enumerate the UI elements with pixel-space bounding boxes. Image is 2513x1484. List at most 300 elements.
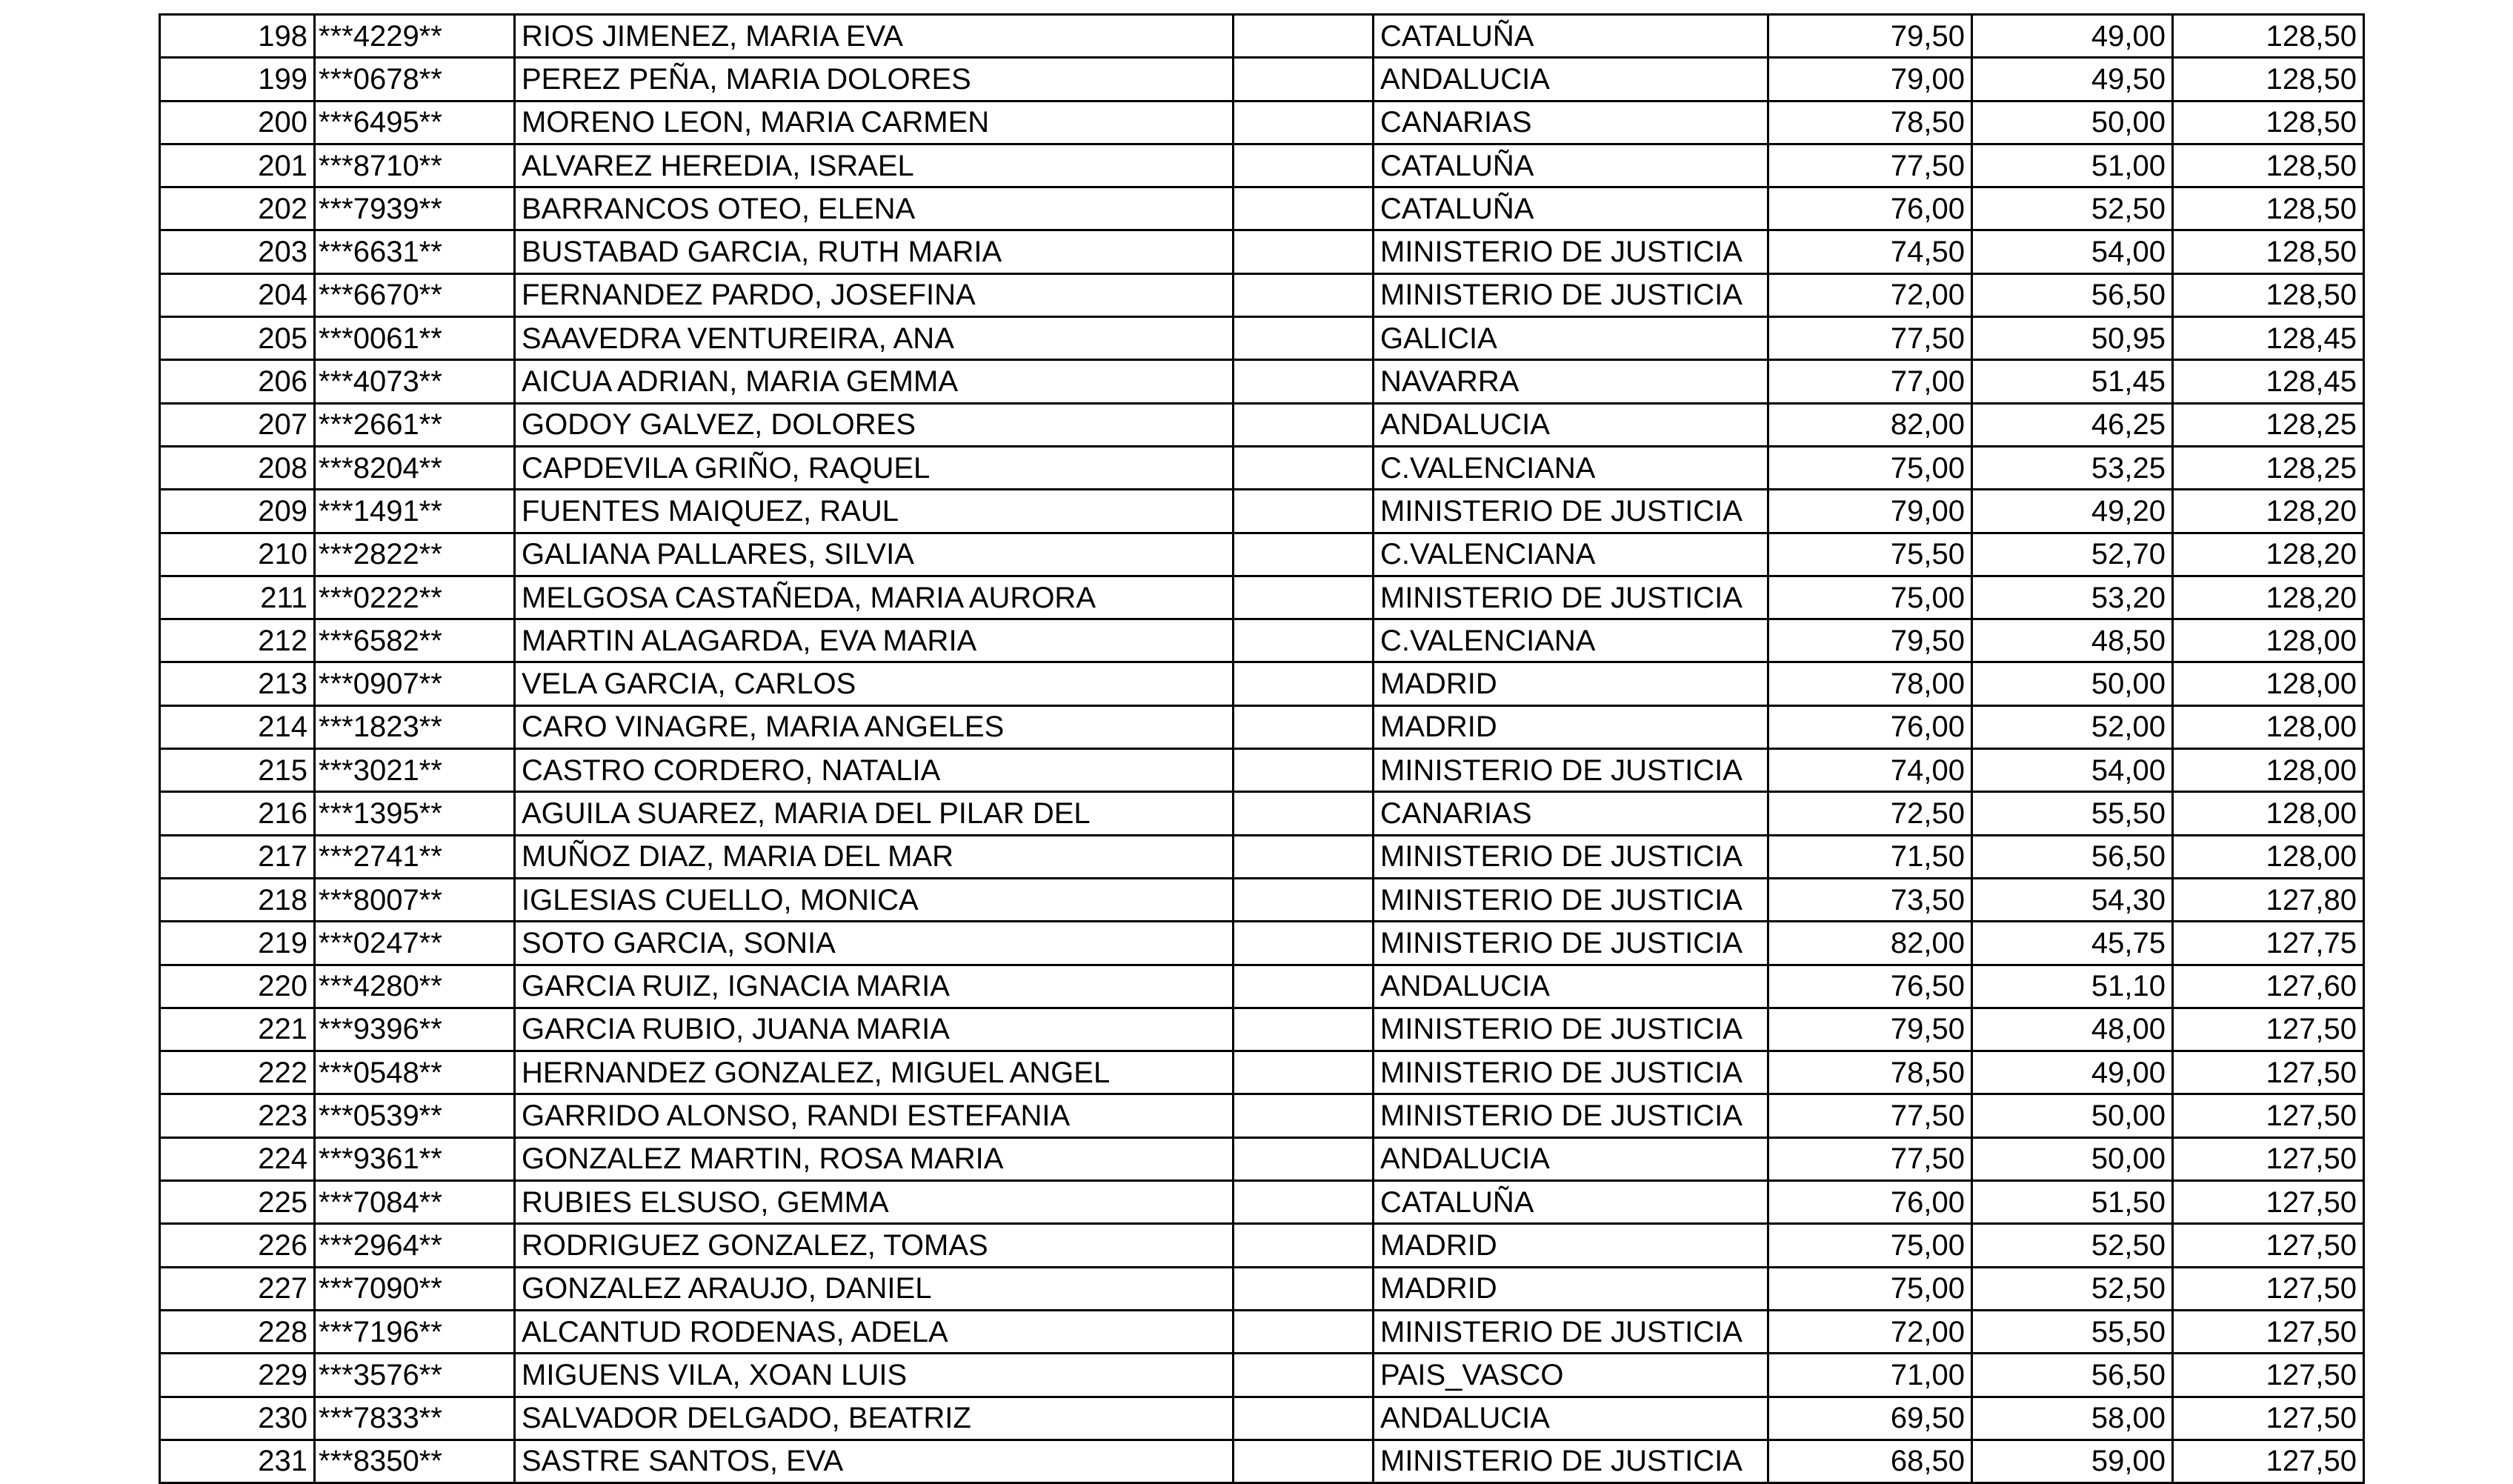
row-number-cell: 228: [160, 1310, 315, 1353]
score-1-cell: 74,50: [1768, 230, 1972, 273]
row-number-cell: 199: [160, 58, 315, 101]
score-1-cell: 73,50: [1768, 878, 1972, 921]
row-number-cell: 230: [160, 1397, 315, 1440]
total-score-cell: 128,25: [2173, 403, 2364, 446]
table-row: [160, 878, 2364, 921]
score-2-cell: 50,95: [1972, 317, 2173, 360]
table-row: [160, 1181, 2364, 1224]
total-score-cell: 128,20: [2173, 490, 2364, 533]
total-score-cell: 128,20: [2173, 533, 2364, 576]
total-score-cell: 127,75: [2173, 922, 2364, 965]
dni-cell: ***6631**: [315, 230, 515, 273]
score-2-cell: 56,50: [1972, 835, 2173, 878]
row-number-cell: 200: [160, 101, 315, 144]
empty-cell: [1234, 835, 1374, 878]
score-1-cell: 75,00: [1768, 446, 1972, 489]
empty-cell: [1234, 619, 1374, 662]
score-1-cell: 77,00: [1768, 360, 1972, 403]
dni-cell: ***9361**: [315, 1137, 515, 1180]
table-row: [160, 58, 2364, 101]
empty-cell: [1234, 705, 1374, 748]
administration-cell: MINISTERIO DE JUSTICIA: [1374, 1051, 1768, 1094]
score-1-cell: 79,50: [1768, 15, 1972, 58]
empty-cell: [1234, 922, 1374, 965]
row-number-cell: 221: [160, 1008, 315, 1051]
dni-cell: ***7084**: [315, 1181, 515, 1224]
administration-cell: MINISTERIO DE JUSTICIA: [1374, 273, 1768, 316]
score-1-cell: 78,50: [1768, 1051, 1972, 1094]
score-1-cell: 72,50: [1768, 792, 1972, 835]
empty-cell: [1234, 1267, 1374, 1310]
score-2-cell: 52,50: [1972, 1267, 2173, 1310]
total-score-cell: 127,80: [2173, 878, 2364, 921]
row-number-cell: 224: [160, 1137, 315, 1180]
empty-cell: [1234, 58, 1374, 101]
score-1-cell: 69,50: [1768, 1397, 1972, 1440]
dni-cell: ***4280**: [315, 965, 515, 1008]
score-2-cell: 49,00: [1972, 15, 2173, 58]
empty-cell: [1234, 1181, 1374, 1224]
row-number-cell: 220: [160, 965, 315, 1008]
table-row: [160, 101, 2364, 144]
administration-cell: MINISTERIO DE JUSTICIA: [1374, 878, 1768, 921]
total-score-cell: 128,45: [2173, 317, 2364, 360]
score-1-cell: 79,50: [1768, 619, 1972, 662]
empty-cell: [1234, 1397, 1374, 1440]
table-row: [160, 749, 2364, 792]
empty-cell: [1234, 273, 1374, 316]
total-score-cell: 128,00: [2173, 705, 2364, 748]
administration-cell: MINISTERIO DE JUSTICIA: [1374, 1310, 1768, 1353]
score-1-cell: 75,00: [1768, 1224, 1972, 1267]
candidate-name-cell: MIGUENS VILA, XOAN LUIS: [515, 1354, 1234, 1397]
dni-cell: ***4073**: [315, 360, 515, 403]
empty-cell: [1234, 230, 1374, 273]
administration-cell: MINISTERIO DE JUSTICIA: [1374, 1440, 1768, 1483]
table-row: [160, 1008, 2364, 1051]
administration-cell: CANARIAS: [1374, 792, 1768, 835]
candidate-name-cell: CAPDEVILA GRIÑO, RAQUEL: [515, 446, 1234, 489]
candidate-name-cell: CASTRO CORDERO, NATALIA: [515, 749, 1234, 792]
candidate-name-cell: RUBIES ELSUSO, GEMMA: [515, 1181, 1234, 1224]
empty-cell: [1234, 101, 1374, 144]
candidate-name-cell: MARTIN ALAGARDA, EVA MARIA: [515, 619, 1234, 662]
candidate-name-cell: MELGOSA CASTAÑEDA, MARIA AURORA: [515, 576, 1234, 619]
total-score-cell: 128,50: [2173, 15, 2364, 58]
row-number-cell: 231: [160, 1440, 315, 1483]
candidate-name-cell: ALCANTUD RODENAS, ADELA: [515, 1310, 1234, 1353]
candidate-name-cell: GARRIDO ALONSO, RANDI ESTEFANIA: [515, 1094, 1234, 1137]
empty-cell: [1234, 1224, 1374, 1267]
dni-cell: ***0678**: [315, 58, 515, 101]
row-number-cell: 203: [160, 230, 315, 273]
administration-cell: MINISTERIO DE JUSTICIA: [1374, 1094, 1768, 1137]
table-row: [160, 792, 2364, 835]
score-1-cell: 79,00: [1768, 490, 1972, 533]
administration-cell: PAIS_VASCO: [1374, 1354, 1768, 1397]
empty-cell: [1234, 1008, 1374, 1051]
candidate-name-cell: MUÑOZ DIAZ, MARIA DEL MAR: [515, 835, 1234, 878]
row-number-cell: 216: [160, 792, 315, 835]
score-1-cell: 76,00: [1768, 1181, 1972, 1224]
candidate-name-cell: GARCIA RUIZ, IGNACIA MARIA: [515, 965, 1234, 1008]
table-row: [160, 1137, 2364, 1180]
score-1-cell: 77,50: [1768, 317, 1972, 360]
score-1-cell: 77,50: [1768, 144, 1972, 187]
total-score-cell: 128,00: [2173, 835, 2364, 878]
score-2-cell: 54,00: [1972, 749, 2173, 792]
administration-cell: MADRID: [1374, 662, 1768, 705]
row-number-cell: 204: [160, 273, 315, 316]
administration-cell: MINISTERIO DE JUSTICIA: [1374, 490, 1768, 533]
score-1-cell: 78,50: [1768, 101, 1972, 144]
row-number-cell: 205: [160, 317, 315, 360]
score-2-cell: 51,45: [1972, 360, 2173, 403]
total-score-cell: 127,50: [2173, 1137, 2364, 1180]
administration-cell: NAVARRA: [1374, 360, 1768, 403]
row-number-cell: 210: [160, 533, 315, 576]
row-number-cell: 214: [160, 705, 315, 748]
score-2-cell: 49,50: [1972, 58, 2173, 101]
row-number-cell: 198: [160, 15, 315, 58]
candidate-name-cell: BARRANCOS OTEO, ELENA: [515, 187, 1234, 230]
total-score-cell: 127,50: [2173, 1224, 2364, 1267]
total-score-cell: 127,50: [2173, 1310, 2364, 1353]
empty-cell: [1234, 1354, 1374, 1397]
score-1-cell: 76,50: [1768, 965, 1972, 1008]
score-2-cell: 52,70: [1972, 533, 2173, 576]
administration-cell: ANDALUCIA: [1374, 58, 1768, 101]
score-2-cell: 56,50: [1972, 1354, 2173, 1397]
table-row: [160, 619, 2364, 662]
administration-cell: MINISTERIO DE JUSTICIA: [1374, 835, 1768, 878]
total-score-cell: 127,50: [2173, 1008, 2364, 1051]
table-row: [160, 662, 2364, 705]
administration-cell: ANDALUCIA: [1374, 403, 1768, 446]
dni-cell: ***8204**: [315, 446, 515, 489]
empty-cell: [1234, 533, 1374, 576]
table-row: [160, 187, 2364, 230]
dni-cell: ***1491**: [315, 490, 515, 533]
administration-cell: C.VALENCIANA: [1374, 533, 1768, 576]
candidate-name-cell: MORENO LEON, MARIA CARMEN: [515, 101, 1234, 144]
candidate-name-cell: RODRIGUEZ GONZALEZ, TOMAS: [515, 1224, 1234, 1267]
administration-cell: CATALUÑA: [1374, 187, 1768, 230]
candidate-name-cell: FERNANDEZ PARDO, JOSEFINA: [515, 273, 1234, 316]
empty-cell: [1234, 576, 1374, 619]
administration-cell: MINISTERIO DE JUSTICIA: [1374, 230, 1768, 273]
score-2-cell: 52,50: [1972, 187, 2173, 230]
total-score-cell: 128,20: [2173, 576, 2364, 619]
administration-cell: ANDALUCIA: [1374, 1137, 1768, 1180]
score-1-cell: 75,00: [1768, 576, 1972, 619]
total-score-cell: 128,50: [2173, 273, 2364, 316]
score-2-cell: 49,00: [1972, 1051, 2173, 1094]
total-score-cell: 128,50: [2173, 187, 2364, 230]
dni-cell: ***4229**: [315, 15, 515, 58]
candidate-name-cell: SAAVEDRA VENTUREIRA, ANA: [515, 317, 1234, 360]
row-number-cell: 202: [160, 187, 315, 230]
row-number-cell: 217: [160, 835, 315, 878]
score-2-cell: 45,75: [1972, 922, 2173, 965]
score-2-cell: 46,25: [1972, 403, 2173, 446]
score-1-cell: 76,00: [1768, 705, 1972, 748]
empty-cell: [1234, 749, 1374, 792]
results-sheet: [159, 13, 2365, 1484]
row-number-cell: 213: [160, 662, 315, 705]
table-row: [160, 1310, 2364, 1353]
table-row: [160, 1094, 2364, 1137]
administration-cell: ANDALUCIA: [1374, 1397, 1768, 1440]
dni-cell: ***2741**: [315, 835, 515, 878]
total-score-cell: 127,50: [2173, 1051, 2364, 1094]
total-score-cell: 128,00: [2173, 662, 2364, 705]
administration-cell: CATALUÑA: [1374, 144, 1768, 187]
score-1-cell: 72,00: [1768, 273, 1972, 316]
dni-cell: ***7090**: [315, 1267, 515, 1310]
candidate-name-cell: CARO VINAGRE, MARIA ANGELES: [515, 705, 1234, 748]
candidate-name-cell: SALVADOR DELGADO, BEATRIZ: [515, 1397, 1234, 1440]
dni-cell: ***0247**: [315, 922, 515, 965]
dni-cell: ***0539**: [315, 1094, 515, 1137]
empty-cell: [1234, 317, 1374, 360]
score-2-cell: 55,50: [1972, 792, 2173, 835]
score-1-cell: 79,00: [1768, 58, 1972, 101]
score-1-cell: 82,00: [1768, 403, 1972, 446]
administration-cell: GALICIA: [1374, 317, 1768, 360]
score-2-cell: 48,00: [1972, 1008, 2173, 1051]
dni-cell: ***0548**: [315, 1051, 515, 1094]
table-row: [160, 360, 2364, 403]
total-score-cell: 128,00: [2173, 749, 2364, 792]
score-2-cell: 51,50: [1972, 1181, 2173, 1224]
score-2-cell: 50,00: [1972, 662, 2173, 705]
candidate-name-cell: GARCIA RUBIO, JUANA MARIA: [515, 1008, 1234, 1051]
total-score-cell: 127,50: [2173, 1094, 2364, 1137]
candidate-name-cell: AGUILA SUAREZ, MARIA DEL PILAR DEL: [515, 792, 1234, 835]
table-row: [160, 1440, 2364, 1483]
administration-cell: MADRID: [1374, 1224, 1768, 1267]
total-score-cell: 127,50: [2173, 1397, 2364, 1440]
row-number-cell: 209: [160, 490, 315, 533]
score-1-cell: 79,50: [1768, 1008, 1972, 1051]
dni-cell: ***0061**: [315, 317, 515, 360]
candidate-name-cell: SOTO GARCIA, SONIA: [515, 922, 1234, 965]
table-row: [160, 15, 2364, 58]
dni-cell: ***0907**: [315, 662, 515, 705]
table-row: [160, 1224, 2364, 1267]
administration-cell: CANARIAS: [1374, 101, 1768, 144]
candidate-name-cell: RIOS JIMENEZ, MARIA EVA: [515, 15, 1234, 58]
dni-cell: ***2964**: [315, 1224, 515, 1267]
administration-cell: MINISTERIO DE JUSTICIA: [1374, 1008, 1768, 1051]
empty-cell: [1234, 1051, 1374, 1094]
empty-cell: [1234, 187, 1374, 230]
score-1-cell: 76,00: [1768, 187, 1972, 230]
row-number-cell: 215: [160, 749, 315, 792]
candidate-name-cell: BUSTABAD GARCIA, RUTH MARIA: [515, 230, 1234, 273]
administration-cell: MADRID: [1374, 705, 1768, 748]
empty-cell: [1234, 878, 1374, 921]
empty-cell: [1234, 403, 1374, 446]
score-2-cell: 58,00: [1972, 1397, 2173, 1440]
dni-cell: ***6495**: [315, 101, 515, 144]
dni-cell: ***3576**: [315, 1354, 515, 1397]
candidate-name-cell: SASTRE SANTOS, EVA: [515, 1440, 1234, 1483]
total-score-cell: 127,50: [2173, 1440, 2364, 1483]
score-1-cell: 71,00: [1768, 1354, 1972, 1397]
total-score-cell: 128,00: [2173, 792, 2364, 835]
score-1-cell: 71,50: [1768, 835, 1972, 878]
score-2-cell: 51,00: [1972, 144, 2173, 187]
dni-cell: ***1395**: [315, 792, 515, 835]
score-1-cell: 72,00: [1768, 1310, 1972, 1353]
score-1-cell: 78,00: [1768, 662, 1972, 705]
empty-cell: [1234, 1094, 1374, 1137]
empty-cell: [1234, 1310, 1374, 1353]
score-2-cell: 50,00: [1972, 101, 2173, 144]
score-2-cell: 54,30: [1972, 878, 2173, 921]
score-2-cell: 53,25: [1972, 446, 2173, 489]
table-row: [160, 273, 2364, 316]
score-1-cell: 74,00: [1768, 749, 1972, 792]
candidate-name-cell: GALIANA PALLARES, SILVIA: [515, 533, 1234, 576]
candidate-name-cell: PEREZ PEÑA, MARIA DOLORES: [515, 58, 1234, 101]
total-score-cell: 128,00: [2173, 619, 2364, 662]
score-2-cell: 50,00: [1972, 1137, 2173, 1180]
dni-cell: ***7196**: [315, 1310, 515, 1353]
dni-cell: ***2822**: [315, 533, 515, 576]
candidate-name-cell: IGLESIAS CUELLO, MONICA: [515, 878, 1234, 921]
row-number-cell: 218: [160, 878, 315, 921]
dni-cell: ***1823**: [315, 705, 515, 748]
administration-cell: ANDALUCIA: [1374, 965, 1768, 1008]
row-number-cell: 219: [160, 922, 315, 965]
row-number-cell: 206: [160, 360, 315, 403]
candidate-name-cell: HERNANDEZ GONZALEZ, MIGUEL ANGEL: [515, 1051, 1234, 1094]
score-2-cell: 50,00: [1972, 1094, 2173, 1137]
table-row: [160, 490, 2364, 533]
table-row: [160, 144, 2364, 187]
table-row: [160, 317, 2364, 360]
row-number-cell: 212: [160, 619, 315, 662]
table-row: [160, 230, 2364, 273]
administration-cell: MINISTERIO DE JUSTICIA: [1374, 922, 1768, 965]
administration-cell: MADRID: [1374, 1267, 1768, 1310]
candidate-name-cell: ALVAREZ HEREDIA, ISRAEL: [515, 144, 1234, 187]
table-row: [160, 446, 2364, 489]
total-score-cell: 128,50: [2173, 230, 2364, 273]
results-table: [159, 13, 2365, 1484]
administration-cell: MINISTERIO DE JUSTICIA: [1374, 749, 1768, 792]
row-number-cell: 223: [160, 1094, 315, 1137]
table-row: [160, 1267, 2364, 1310]
score-1-cell: 75,00: [1768, 1267, 1972, 1310]
table-row: [160, 576, 2364, 619]
score-1-cell: 77,50: [1768, 1094, 1972, 1137]
empty-cell: [1234, 490, 1374, 533]
empty-cell: [1234, 15, 1374, 58]
row-number-cell: 226: [160, 1224, 315, 1267]
score-2-cell: 52,50: [1972, 1224, 2173, 1267]
dni-cell: ***8710**: [315, 144, 515, 187]
row-number-cell: 201: [160, 144, 315, 187]
dni-cell: ***8007**: [315, 878, 515, 921]
dni-cell: ***8350**: [315, 1440, 515, 1483]
total-score-cell: 128,45: [2173, 360, 2364, 403]
score-2-cell: 54,00: [1972, 230, 2173, 273]
empty-cell: [1234, 792, 1374, 835]
total-score-cell: 128,50: [2173, 101, 2364, 144]
total-score-cell: 128,50: [2173, 58, 2364, 101]
score-2-cell: 52,00: [1972, 705, 2173, 748]
empty-cell: [1234, 446, 1374, 489]
row-number-cell: 229: [160, 1354, 315, 1397]
administration-cell: C.VALENCIANA: [1374, 446, 1768, 489]
total-score-cell: 127,50: [2173, 1267, 2364, 1310]
administration-cell: CATALUÑA: [1374, 1181, 1768, 1224]
dni-cell: ***0222**: [315, 576, 515, 619]
empty-cell: [1234, 360, 1374, 403]
total-score-cell: 127,50: [2173, 1181, 2364, 1224]
table-row: [160, 1354, 2364, 1397]
dni-cell: ***7939**: [315, 187, 515, 230]
score-2-cell: 51,10: [1972, 965, 2173, 1008]
score-1-cell: 75,50: [1768, 533, 1972, 576]
candidate-name-cell: VELA GARCIA, CARLOS: [515, 662, 1234, 705]
score-2-cell: 48,50: [1972, 619, 2173, 662]
dni-cell: ***6670**: [315, 273, 515, 316]
dni-cell: ***6582**: [315, 619, 515, 662]
table-row: [160, 922, 2364, 965]
score-1-cell: 82,00: [1768, 922, 1972, 965]
empty-cell: [1234, 1440, 1374, 1483]
candidate-name-cell: FUENTES MAIQUEZ, RAUL: [515, 490, 1234, 533]
empty-cell: [1234, 662, 1374, 705]
candidate-name-cell: GONZALEZ MARTIN, ROSA MARIA: [515, 1137, 1234, 1180]
score-2-cell: 49,20: [1972, 490, 2173, 533]
total-score-cell: 127,60: [2173, 965, 2364, 1008]
table-row: [160, 533, 2364, 576]
empty-cell: [1234, 965, 1374, 1008]
score-2-cell: 56,50: [1972, 273, 2173, 316]
dni-cell: ***2661**: [315, 403, 515, 446]
administration-cell: MINISTERIO DE JUSTICIA: [1374, 576, 1768, 619]
row-number-cell: 227: [160, 1267, 315, 1310]
table-row: [160, 835, 2364, 878]
dni-cell: ***3021**: [315, 749, 515, 792]
dni-cell: ***7833**: [315, 1397, 515, 1440]
row-number-cell: 208: [160, 446, 315, 489]
table-row: [160, 403, 2364, 446]
table-row: [160, 965, 2364, 1008]
row-number-cell: 225: [160, 1181, 315, 1224]
row-number-cell: 222: [160, 1051, 315, 1094]
total-score-cell: 128,25: [2173, 446, 2364, 489]
candidate-name-cell: GONZALEZ ARAUJO, DANIEL: [515, 1267, 1234, 1310]
score-1-cell: 68,50: [1768, 1440, 1972, 1483]
table-row: [160, 705, 2364, 748]
results-table-body: [160, 15, 2364, 1483]
total-score-cell: 128,50: [2173, 144, 2364, 187]
empty-cell: [1234, 1137, 1374, 1180]
table-row: [160, 1397, 2364, 1440]
administration-cell: CATALUÑA: [1374, 15, 1768, 58]
total-score-cell: 127,50: [2173, 1354, 2364, 1397]
row-number-cell: 211: [160, 576, 315, 619]
score-2-cell: 53,20: [1972, 576, 2173, 619]
row-number-cell: 207: [160, 403, 315, 446]
